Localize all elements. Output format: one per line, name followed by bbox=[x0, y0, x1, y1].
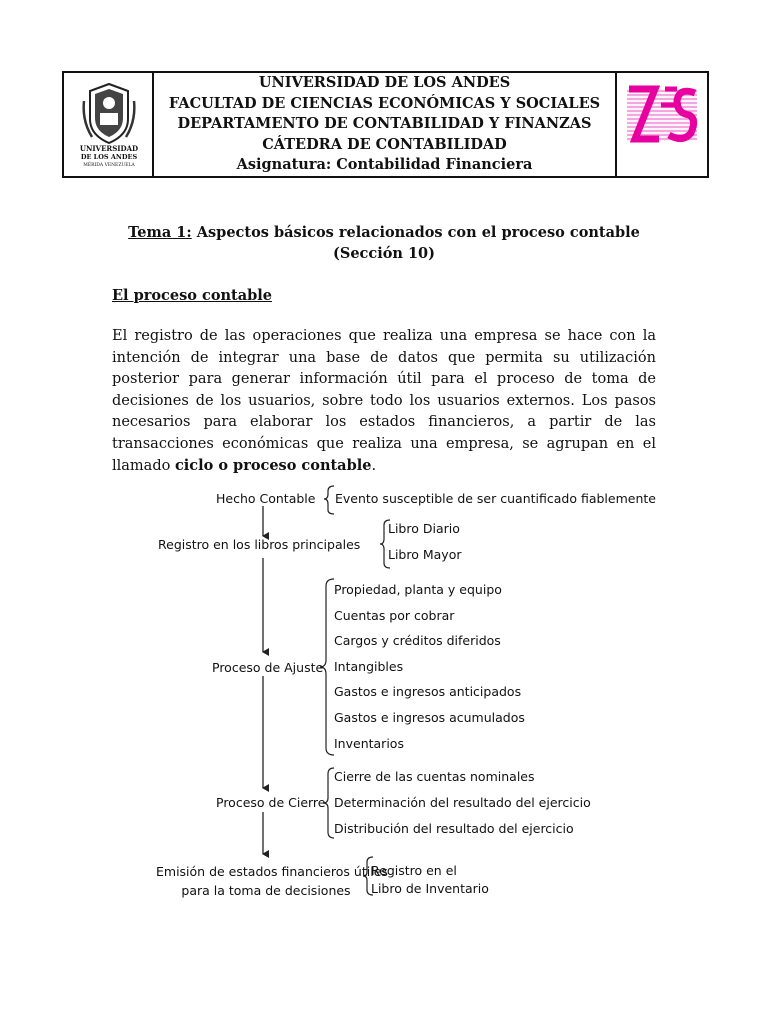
item-gastos-acumulados: Gastos e ingresos acumulados bbox=[334, 710, 525, 725]
section-heading: El proceso contable bbox=[112, 287, 273, 304]
step-registro-libros: Registro en los libros principales bbox=[158, 537, 361, 552]
paragraph-bold: ciclo o proceso contable bbox=[174, 457, 372, 474]
seal-text-university: UNIVERSIDAD bbox=[79, 144, 139, 153]
topic-title bbox=[100, 222, 668, 264]
item-cierre-cuentas: Cierre de las cuentas nominales bbox=[334, 769, 535, 784]
header-table bbox=[62, 71, 709, 178]
brace-1 bbox=[324, 486, 334, 514]
header-university: UNIVERSIDAD DE LOS ANDES bbox=[258, 74, 511, 92]
item-inventarios: Inventarios bbox=[334, 736, 404, 751]
seal-text-andes: DE LOS ANDES bbox=[80, 153, 138, 161]
item-determinacion: Determinación del resultado del ejercicio bbox=[334, 795, 591, 810]
step-emision-line-1: Emisión de estados financieros útiles bbox=[156, 864, 388, 879]
paragraph-text: El registro de las operaciones que realiza una empresa se hace con la intención de integrar una base de datos que permita su utilización posterior para generar información útil para el proceso de toma de decisiones de los usuarios, sobre todo los usuarios externos. Los pasos necesarios para elaborar los estados financieros, a partir de las transacciones económicas que realiza una empresa, se agrupan en el llamado bbox=[112, 328, 656, 474]
accounting-cycle-diagram bbox=[0, 480, 768, 910]
university-seal-cell bbox=[64, 73, 154, 176]
item-gastos-anticipados: Gastos e ingresos anticipados bbox=[334, 684, 522, 699]
seal-text-merida: MÉRIDA VENEZUELA bbox=[83, 163, 135, 168]
university-seal-logo bbox=[78, 81, 140, 169]
topic-text: Aspectos básicos relacionados con el proceso contable bbox=[191, 224, 640, 241]
topic-section: (Sección 10) bbox=[332, 245, 436, 262]
item-registro-en-el: Registro en el bbox=[371, 863, 457, 878]
item-distribucion: Distribución del resultado del ejercicio bbox=[334, 821, 574, 836]
item-evento: Evento susceptible de ser cuantificado fiablemente bbox=[335, 491, 656, 506]
step-proceso-ajuste: Proceso de Ajuste bbox=[212, 660, 324, 675]
header-titles bbox=[154, 73, 615, 176]
step-hecho-contable: Hecho Contable bbox=[216, 491, 316, 506]
header-subject: Asignatura: Contabilidad Financiera bbox=[236, 156, 533, 174]
header-department: DEPARTAMENTO DE CONTABILIDAD Y FINANZAS bbox=[177, 115, 592, 133]
item-intangibles: Intangibles bbox=[334, 659, 404, 674]
faculty-logo-cell bbox=[615, 73, 707, 176]
header-faculty: FACULTAD DE CIENCIAS ECONÓMICAS Y SOCIALES bbox=[168, 94, 601, 112]
topic-label: Tema 1: bbox=[128, 224, 192, 241]
intro-paragraph bbox=[112, 326, 656, 478]
item-cuentas-cobrar: Cuentas por cobrar bbox=[334, 608, 455, 623]
paragraph-end: . bbox=[371, 458, 377, 474]
item-libro-diario: Libro Diario bbox=[388, 521, 460, 536]
item-propiedad: Propiedad, planta y equipo bbox=[334, 582, 502, 597]
header-chair: CÁTEDRA DE CONTABILIDAD bbox=[262, 135, 507, 153]
item-cargos-creditos: Cargos y créditos diferidos bbox=[334, 633, 501, 648]
step-proceso-cierre: Proceso de Cierre bbox=[216, 795, 326, 810]
step-emision-line-2: para la toma de decisiones bbox=[181, 883, 351, 898]
item-libro-mayor: Libro Mayor bbox=[388, 547, 462, 562]
faculty-logo-icon bbox=[625, 85, 699, 143]
item-libro-inventario: Libro de Inventario bbox=[371, 881, 489, 896]
